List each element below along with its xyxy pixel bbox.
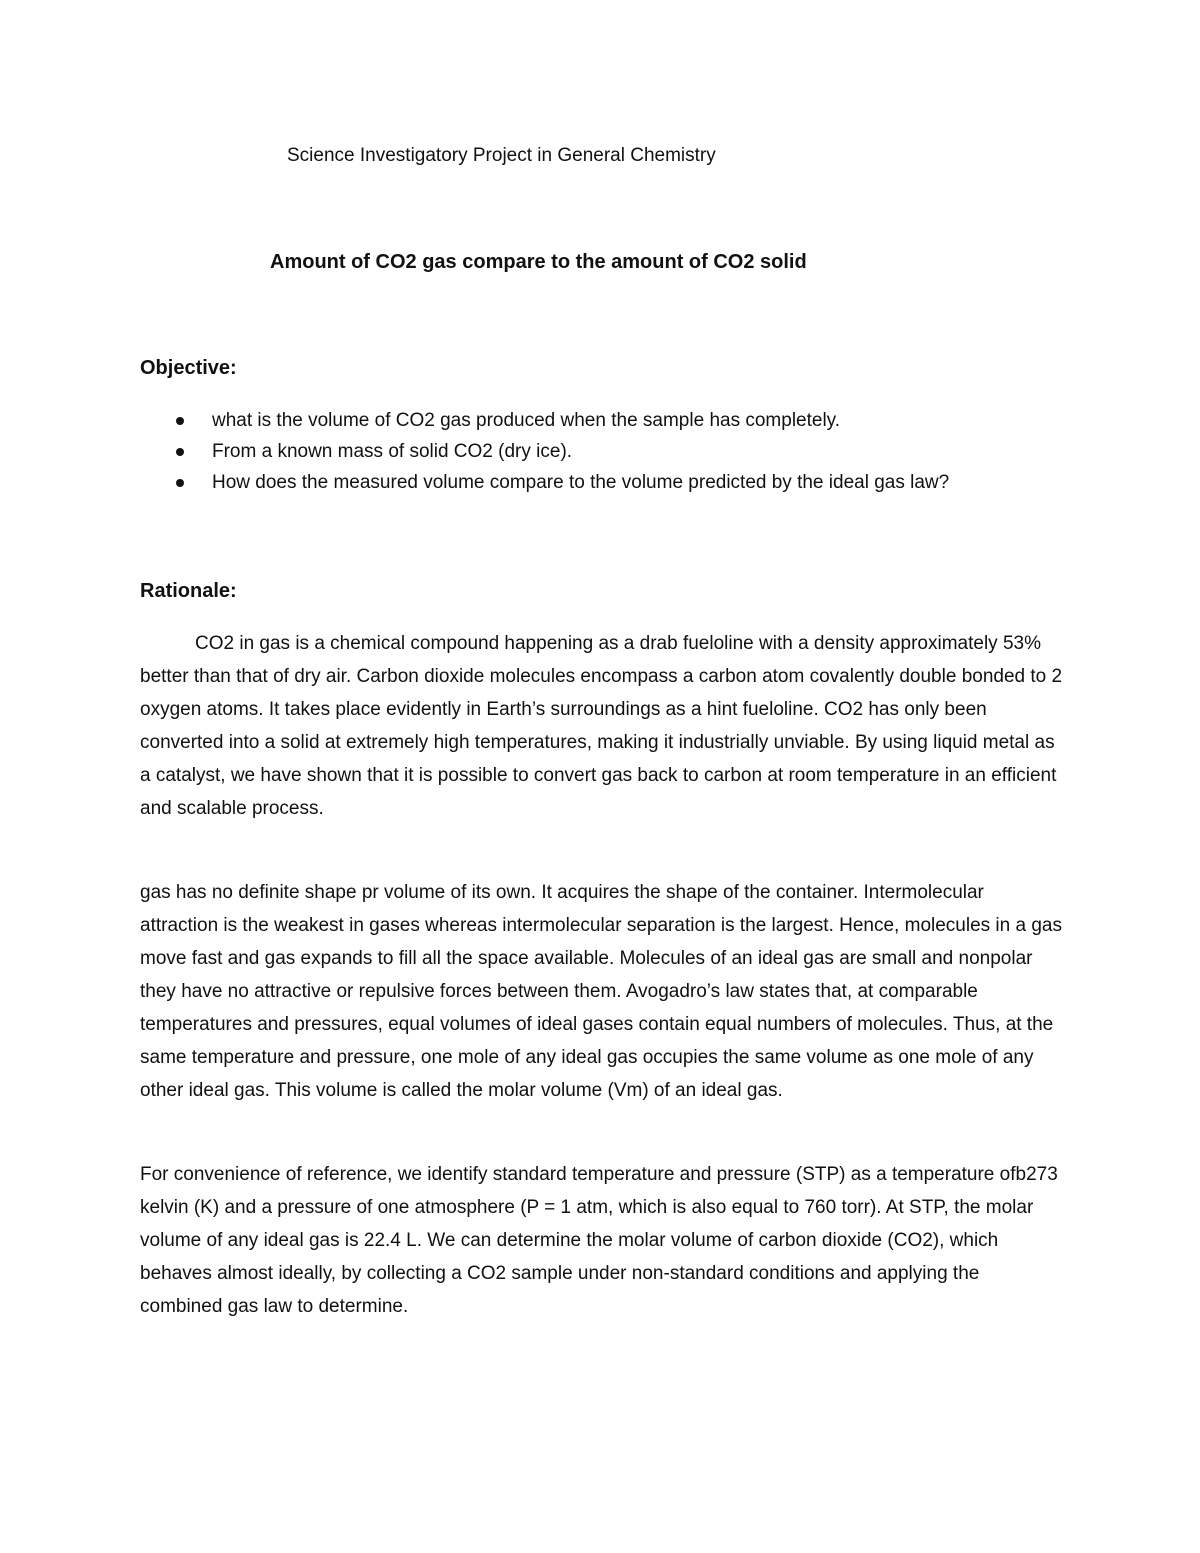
document-title: Amount of CO2 gas compare to the amount of CO2 solid [270,251,807,273]
objective-heading: Objective: [140,357,237,379]
objective-item-text: From a known mass of solid CO2 (dry ice). [212,441,573,462]
bullet-icon [176,479,184,487]
list-item [140,405,949,436]
objective-list [140,405,949,498]
document-subtitle: Science Investigatory Project in General Chemistry [287,145,716,166]
list-item [140,436,949,467]
rationale-heading: Rationale: [140,580,237,602]
bullet-icon [176,448,184,456]
rationale-paragraph-3: For convenience of reference, we identify standard temperature and pressure (STP) as a temperature ofb273 kelvin (K) and a pressure of one atmosphere (P = 1 atm, which is also equal to 760 torr). At STP, the molar volume of any ideal gas is 22.4 L. We can determine the molar volume of carbon dioxide (CO2), which behaves almost ideally, by collecting a CO2 sample under non-standard conditions and applying the combined gas law to determine. [140,1164,1058,1317]
rationale-paragraph-1: CO2 in gas is a chemical compound happening as a drab fueloline with a density approximately 53% better than that of dry air. Carbon dioxide molecules encompass a carbon atom covalently double bonded to 2 oxygen atoms. It takes place evidently in Earth’s surroundings as a hint fueloline. CO2 has only been converted into a solid at extremely high temperatures, making it industrially unviable. By using liquid metal as a catalyst, we have shown that it is possible to convert gas back to carbon at room temperature in an efficient and scalable process. [140,633,1063,819]
bullet-icon [176,417,184,425]
objective-item-text: How does the measured volume compare to the volume predicted by the ideal gas law? [212,472,950,493]
objective-item-text: what is the volume of CO2 gas produced when the sample has completely. [212,410,841,431]
list-item [140,467,949,498]
rationale-paragraph-2: gas has no definite shape pr volume of its own. It acquires the shape of the container. Intermolecular attraction is the weakest in gases whereas intermolecular separation is the largest. Hence, molecules in a gas move fast and gas expands to fill all the space available. Molecules of an ideal gas are small and nonpolar they have no attractive or repulsive forces between them. Avogadro’s law states that, at comparable temperatures and pressures, equal volumes of ideal gases contain equal numbers of molecules. Thus, at the same temperature and pressure, one mole of any ideal gas occupies the same volume as one mole of any other ideal gas. This volume is called the molar volume (Vm) of an ideal gas. [140,882,1062,1101]
